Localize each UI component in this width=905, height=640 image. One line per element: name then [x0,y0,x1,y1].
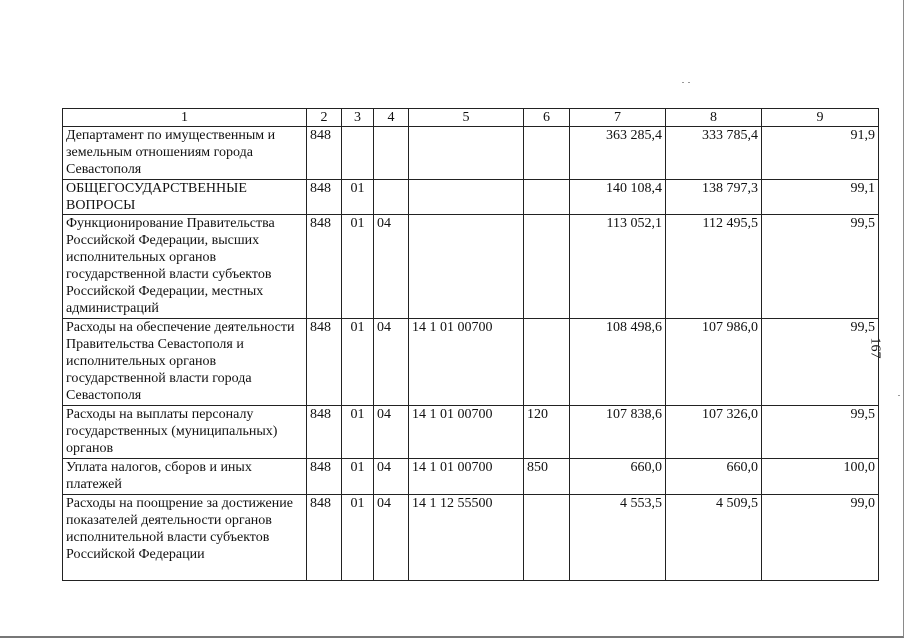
cell-expense-type [524,127,570,180]
table-row [63,319,879,406]
cell-target [409,180,524,215]
cell-expense-type [524,319,570,406]
cell-expense-type [524,495,570,581]
cell-expense-type [524,180,570,215]
table-row [63,495,879,581]
col-header-7: 7 [570,109,666,127]
cell-target: 14 1 01 00700 [409,406,524,459]
cell-col7: 113 052,1 [570,215,666,319]
table-row [63,459,879,495]
cell-col8: 138 797,3 [666,180,762,215]
cell-section: 01 [342,180,374,215]
cell-col8: 107 986,0 [666,319,762,406]
col-header-1: 1 [63,109,307,127]
cell-col9: 99,1 [762,180,879,215]
row-name: Расходы на выплаты персоналу государственных (муниципальных) органов [63,406,307,459]
cell-col8: 112 495,5 [666,215,762,319]
table-row [63,406,879,459]
row-name: ОБЩЕГОСУДАРСТВЕННЫЕ ВОПРОСЫ [63,180,307,215]
cell-col7: 140 108,4 [570,180,666,215]
cell-expense-type: 850 [524,459,570,495]
cell-ved: 848 [307,495,342,581]
row-name: Расходы на поощрение за достижение показателей деятельности органов исполнительной власти субъектов Российской Федерации [63,495,307,581]
cell-col7: 108 498,6 [570,319,666,406]
page-number: 167 [867,337,883,359]
cell-col9: 100,0 [762,459,879,495]
cell-expense-type: 120 [524,406,570,459]
row-name: Департамент по имущественным и земельным отношениям города Севастополя [63,127,307,180]
cell-target [409,127,524,180]
cell-col9: 91,9 [762,127,879,180]
cell-target: 14 1 12 55500 [409,495,524,581]
cell-section: 01 [342,406,374,459]
cell-target [409,215,524,319]
cell-subsection [374,127,409,180]
col-header-8: 8 [666,109,762,127]
cell-col9: 99,0 [762,495,879,581]
col-header-3: 3 [342,109,374,127]
col-header-9: 9 [762,109,879,127]
cell-ved: 848 [307,180,342,215]
col-header-5: 5 [409,109,524,127]
cell-section: 01 [342,319,374,406]
cell-col8: 333 785,4 [666,127,762,180]
cell-col7: 660,0 [570,459,666,495]
cell-ved: 848 [307,459,342,495]
cell-col8: 4 509,5 [666,495,762,581]
cell-subsection: 04 [374,319,409,406]
table-row [63,180,879,215]
col-header-4: 4 [374,109,409,127]
cell-expense-type [524,215,570,319]
cell-ved: 848 [307,215,342,319]
cell-section: 01 [342,459,374,495]
cell-col9: 99,5 [762,406,879,459]
cell-col8: 107 326,0 [666,406,762,459]
row-name: Функционирование Правительства Российской Федерации, высших исполнительных органов государственной власти субъектов Российской Федерации, местных администраций [63,215,307,319]
cell-ved: 848 [307,127,342,180]
cell-section: 01 [342,495,374,581]
cell-col8: 660,0 [666,459,762,495]
cell-subsection [374,180,409,215]
table-row [63,215,879,319]
cell-col7: 363 285,4 [570,127,666,180]
cell-col7: 4 553,5 [570,495,666,581]
cell-col9: 99,5 [762,215,879,319]
table-row [63,127,879,180]
cell-section [342,127,374,180]
row-name: Расходы на обеспечение деятельности Правительства Севастополя и исполнительных органов государственной власти города Севастополя [63,319,307,406]
cell-subsection: 04 [374,406,409,459]
cell-subsection: 04 [374,215,409,319]
header-row [63,109,879,127]
budget-table [62,108,879,581]
cell-subsection: 04 [374,495,409,581]
cell-target: 14 1 01 00700 [409,319,524,406]
cell-target: 14 1 01 00700 [409,459,524,495]
col-header-2: 2 [307,109,342,127]
cell-ved: 848 [307,406,342,459]
cell-ved: 848 [307,319,342,406]
col-header-6: 6 [524,109,570,127]
cell-section: 01 [342,215,374,319]
cell-col9: 99,5 [762,319,879,406]
row-name: Уплата налогов, сборов и иных платежей [63,459,307,495]
cell-subsection: 04 [374,459,409,495]
cell-col7: 107 838,6 [570,406,666,459]
